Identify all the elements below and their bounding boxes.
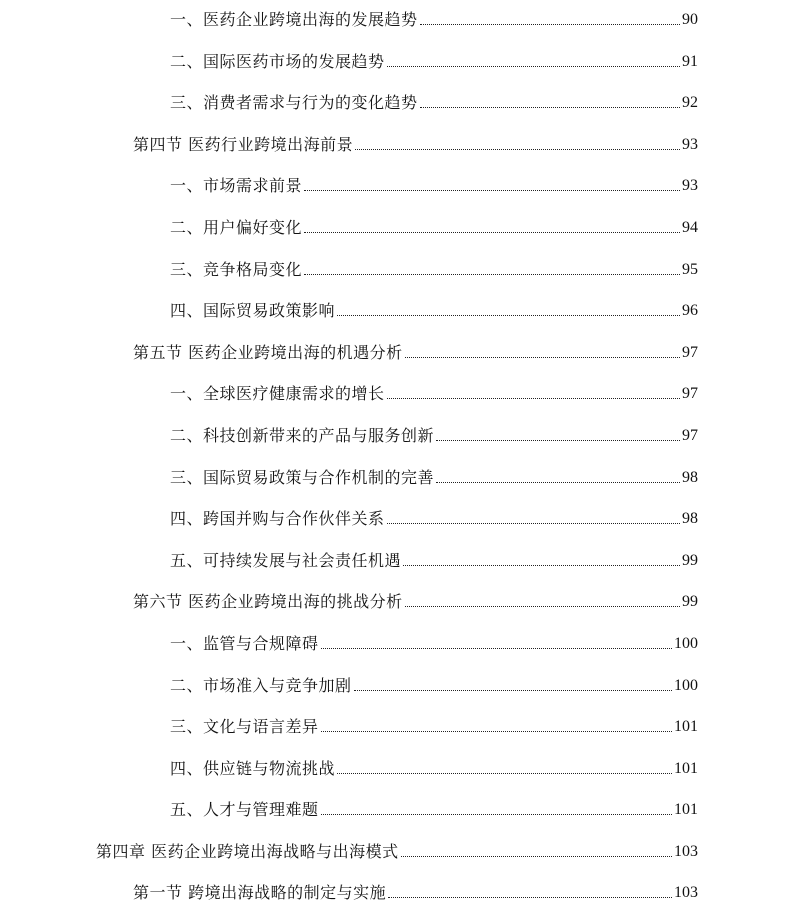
toc-entry[interactable] bbox=[170, 505, 698, 529]
dot-leader bbox=[436, 440, 680, 441]
toc-entry[interactable] bbox=[96, 838, 698, 862]
toc-entry[interactable] bbox=[170, 297, 698, 321]
toc-entry-page: 98 bbox=[682, 510, 698, 527]
toc-entry-title: 四、国际贸易政策影响 bbox=[170, 301, 336, 320]
dot-leader bbox=[321, 814, 672, 815]
toc-entry-page: 100 bbox=[674, 677, 698, 694]
toc-entry[interactable] bbox=[170, 6, 698, 30]
dot-leader bbox=[387, 523, 680, 524]
toc-entry[interactable] bbox=[170, 214, 698, 238]
dot-leader bbox=[436, 482, 680, 483]
toc-entry-title: 五、人才与管理难题 bbox=[170, 800, 319, 819]
toc-entry-page: 101 bbox=[674, 760, 698, 777]
dot-leader bbox=[304, 190, 680, 191]
dot-leader bbox=[387, 398, 680, 399]
toc-entry-title: 三、竞争格局变化 bbox=[170, 260, 303, 279]
toc-entry[interactable] bbox=[133, 588, 698, 612]
toc-entry-title: 二、科技创新带来的产品与服务创新 bbox=[170, 426, 435, 445]
toc-entry-page: 94 bbox=[682, 219, 698, 236]
toc-entry[interactable] bbox=[170, 796, 698, 820]
toc-entry-page: 92 bbox=[682, 94, 698, 111]
dot-leader bbox=[354, 690, 672, 691]
toc-entry-title: 一、医药企业跨境出海的发展趋势 bbox=[170, 10, 418, 29]
toc-entry-page: 90 bbox=[682, 11, 698, 28]
toc-entry-title: 二、用户偏好变化 bbox=[170, 218, 303, 237]
toc-entry-title: 二、国际医药市场的发展趋势 bbox=[170, 52, 385, 71]
dot-leader bbox=[388, 897, 672, 898]
toc-entry[interactable] bbox=[170, 89, 698, 113]
toc-entry-page: 97 bbox=[682, 385, 698, 402]
toc-entry-page: 101 bbox=[674, 718, 698, 735]
dot-leader bbox=[420, 107, 680, 108]
dot-leader bbox=[355, 149, 680, 150]
toc-entry[interactable] bbox=[170, 672, 698, 696]
toc-entry-page: 93 bbox=[682, 177, 698, 194]
toc-entry[interactable] bbox=[170, 256, 698, 280]
toc-entry-page: 96 bbox=[682, 302, 698, 319]
toc-entry-title: 一、全球医疗健康需求的增长 bbox=[170, 384, 385, 403]
toc-entry-page: 97 bbox=[682, 344, 698, 361]
toc-entry-page: 99 bbox=[682, 593, 698, 610]
toc-entry[interactable] bbox=[170, 547, 698, 571]
toc-entry-page: 93 bbox=[682, 136, 698, 153]
toc-entry-title: 第四节 医药行业跨境出海前景 bbox=[133, 135, 354, 154]
toc-entry-title: 四、跨国并购与合作伙伴关系 bbox=[170, 509, 385, 528]
toc-entry[interactable] bbox=[170, 755, 698, 779]
toc-entry-page: 98 bbox=[682, 469, 698, 486]
toc-entry-page: 101 bbox=[674, 801, 698, 818]
toc-entry-title: 一、市场需求前景 bbox=[170, 176, 303, 195]
dot-leader bbox=[321, 648, 672, 649]
toc-entry-title: 四、供应链与物流挑战 bbox=[170, 759, 336, 778]
dot-leader bbox=[405, 606, 680, 607]
toc-entry[interactable] bbox=[170, 713, 698, 737]
toc-entry-title: 一、监管与合规障碍 bbox=[170, 634, 319, 653]
toc-entry-title: 第六节 医药企业跨境出海的挑战分析 bbox=[133, 592, 403, 611]
dot-leader bbox=[304, 232, 680, 233]
toc-entry-page: 97 bbox=[682, 427, 698, 444]
dot-leader bbox=[304, 274, 680, 275]
dot-leader bbox=[403, 565, 680, 566]
dot-leader bbox=[405, 357, 680, 358]
dot-leader bbox=[337, 773, 672, 774]
dot-leader bbox=[337, 315, 680, 316]
toc-entry-title: 三、国际贸易政策与合作机制的完善 bbox=[170, 468, 435, 487]
toc-entry-title: 五、可持续发展与社会责任机遇 bbox=[170, 551, 402, 570]
toc-entry-page: 91 bbox=[682, 53, 698, 70]
toc-entry[interactable] bbox=[170, 422, 698, 446]
toc-entry[interactable] bbox=[133, 131, 698, 155]
toc-entry[interactable] bbox=[170, 464, 698, 488]
toc-entry[interactable] bbox=[170, 380, 698, 404]
toc-entry-page: 99 bbox=[682, 552, 698, 569]
toc-entry-title: 二、市场准入与竞争加剧 bbox=[170, 676, 352, 695]
toc-entry[interactable] bbox=[170, 48, 698, 72]
toc-entry[interactable] bbox=[133, 879, 698, 903]
toc-entry-title: 三、消费者需求与行为的变化趋势 bbox=[170, 93, 418, 112]
dot-leader bbox=[401, 856, 672, 857]
toc-entry-page: 95 bbox=[682, 261, 698, 278]
toc-entry-title: 三、文化与语言差异 bbox=[170, 717, 319, 736]
dot-leader bbox=[420, 24, 680, 25]
toc-entry[interactable] bbox=[133, 339, 698, 363]
toc-entry[interactable] bbox=[170, 172, 698, 196]
toc-entry-page: 103 bbox=[674, 843, 698, 860]
toc-entry-title: 第五节 医药企业跨境出海的机遇分析 bbox=[133, 343, 403, 362]
toc-entry-page: 103 bbox=[674, 884, 698, 901]
toc-entry-title: 第一节 跨境出海战略的制定与实施 bbox=[133, 883, 387, 902]
dot-leader bbox=[321, 731, 672, 732]
toc-entry-page: 100 bbox=[674, 635, 698, 652]
toc-entry[interactable] bbox=[170, 630, 698, 654]
dot-leader bbox=[387, 66, 680, 67]
toc-entry-title: 第四章 医药企业跨境出海战略与出海模式 bbox=[96, 842, 399, 861]
